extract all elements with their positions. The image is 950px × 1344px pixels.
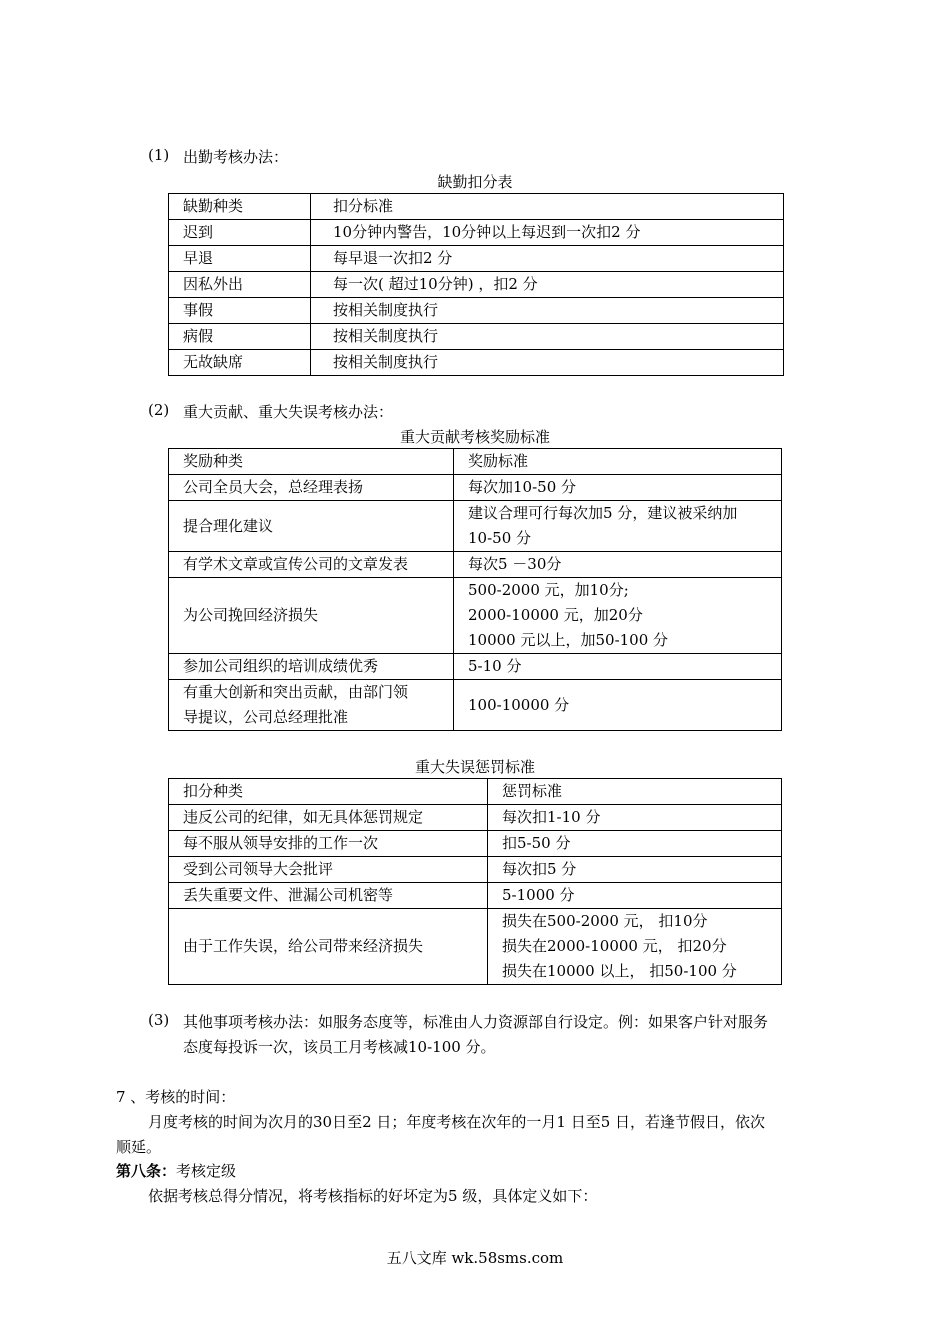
- reward-type-cell-line: 公司全员大会，总经理表扬: [183, 478, 364, 496]
- reward-standard-cell: [454, 475, 782, 501]
- reward-type-cell: [169, 680, 454, 731]
- reward-type-cell-line: 提合理化建议: [183, 516, 274, 535]
- table-row: [169, 475, 782, 501]
- penalty-standard-cell-line: 每次扣5 分: [502, 860, 577, 878]
- table-row: [169, 578, 782, 654]
- reward-standard-cell: [454, 501, 782, 552]
- table-row: [169, 220, 784, 246]
- article8-heading: [116, 1160, 236, 1181]
- penalty-standard-cell-line: 每次扣1-10 分: [502, 808, 601, 826]
- table-header-row: [169, 779, 782, 805]
- deduction-cell: 每一次( 超过10分钟) ，扣2 分: [311, 272, 784, 298]
- table-row: [169, 298, 784, 324]
- reward-standard-cell-line: 2000-10000 元，加20分: [468, 606, 643, 624]
- penalty-type-cell: [169, 805, 488, 831]
- penalty-type-cell: [169, 909, 488, 985]
- item7-heading: 7 、考核的时间：: [116, 1088, 236, 1106]
- header-cell: 扣分种类: [169, 779, 488, 805]
- absence-type-cell: 事假: [169, 298, 311, 324]
- header-cell: 奖励种类: [169, 449, 454, 475]
- table-row: [169, 883, 782, 909]
- absence-type-cell: 无故缺席: [169, 350, 311, 376]
- reward-type-cell: [169, 475, 454, 501]
- reward-type-cell-line: 导提议，公司总经理批准: [183, 708, 349, 726]
- table-header-row: [169, 194, 784, 220]
- penalty-standard-cell: [488, 909, 782, 985]
- reward-standard-cell-line: 500-2000 元，加10分;: [468, 581, 629, 599]
- table-row: [169, 680, 782, 731]
- reward-type-cell: [169, 578, 454, 654]
- penalty-type-cell-line: 受到公司领导大会批评: [183, 860, 334, 878]
- table-row: [169, 246, 784, 272]
- article8-title: 考核定级: [176, 1162, 237, 1180]
- reward-type-cell: [169, 501, 454, 552]
- table-row: [169, 324, 784, 350]
- penalty-type-cell: [169, 831, 488, 857]
- reward-type-cell: [169, 552, 454, 578]
- table-row: [169, 831, 782, 857]
- penalty-type-cell-line: 每不服从领导安排的工作一次: [183, 834, 379, 852]
- deduction-cell: 按相关制度执行: [311, 350, 784, 376]
- absence-type-cell: 迟到: [169, 220, 311, 246]
- penalty-standard-cell: [488, 883, 782, 909]
- article8-label: 第八条: [116, 1162, 162, 1180]
- penalty-standard-cell: [488, 831, 782, 857]
- deduction-cell: 10分钟内警告，10分钟以上每迟到一次扣2 分: [311, 220, 784, 246]
- section3-number: (3): [148, 1011, 170, 1029]
- reward-table: [168, 448, 782, 731]
- section2-number: (2): [148, 401, 170, 419]
- deduction-cell: 每早退一次扣2 分: [311, 246, 784, 272]
- header-cell: 奖励标准: [454, 449, 782, 475]
- header-cell: 惩罚标准: [488, 779, 782, 805]
- penalty-type-cell: [169, 883, 488, 909]
- penalty-type-cell-line: 由于工作失误，给公司带来经济损失: [183, 937, 424, 955]
- penalty-standard-cell-line: 扣5-50 分: [502, 834, 571, 852]
- article8-body: 依据考核总得分情况，将考核指标的好坏定为5 级，具体定义如下：: [148, 1187, 598, 1205]
- absence-type-cell: 病假: [169, 324, 311, 350]
- section3-line2: 态度每投诉一次，该员工月考核减10-100 分。: [183, 1038, 496, 1056]
- reward-standard-cell: [454, 552, 782, 578]
- reward-standard-cell-line: 10-50 分: [468, 529, 532, 547]
- penalty-standard-cell-line: 损失在10000 以上， 扣50-100 分: [502, 962, 737, 980]
- deduction-cell: 按相关制度执行: [311, 298, 784, 324]
- penalty-standard-cell: [488, 805, 782, 831]
- penalty-table: [168, 778, 782, 985]
- penalty-standard-cell-line: 损失在500-2000 元， 扣10分: [502, 912, 708, 930]
- reward-type-cell-line: 为公司挽回经济损失: [183, 606, 319, 624]
- penalty-type-cell-line: 违反公司的纪律，如无具体惩罚规定: [183, 808, 424, 826]
- reward-standard-cell: [454, 654, 782, 680]
- reward-type-cell-line: 有重大创新和突出贡献，由部门领: [183, 683, 409, 701]
- item7-line2: 顺延。: [116, 1138, 162, 1156]
- penalty-standard-cell: [488, 857, 782, 883]
- article8-colon: ：: [161, 1162, 177, 1180]
- penalty-standard-cell-line: 损失在2000-10000 元， 扣20分: [502, 937, 727, 955]
- table-row: [169, 805, 782, 831]
- table-row: [169, 272, 784, 298]
- reward-type-cell: [169, 654, 454, 680]
- reward-standard-cell-line: 10000 元以上，加50-100 分: [468, 631, 669, 649]
- absence-table-title: 缺勤扣分表: [437, 173, 513, 191]
- penalty-type-cell: [169, 857, 488, 883]
- absence-type-cell: 早退: [169, 246, 311, 272]
- section1-number: (1): [148, 146, 170, 164]
- header-cell: 扣分标准: [311, 194, 784, 220]
- reward-standard-cell-line: 建议合理可行每次加5 分，建议被采纳加: [468, 504, 738, 522]
- reward-standard-cell-line: 100-10000 分: [468, 695, 570, 714]
- reward-standard-cell-line: 每次5 －30分: [468, 555, 562, 573]
- table-header-row: [169, 449, 782, 475]
- reward-type-cell-line: 有学术文章或宣传公司的文章发表: [183, 555, 409, 573]
- reward-standard-cell-line: 5-10 分: [468, 657, 522, 675]
- table-row: [169, 501, 782, 552]
- table-row: [169, 654, 782, 680]
- absence-type-cell: 因私外出: [169, 272, 311, 298]
- table-row: [169, 909, 782, 985]
- item7-line1: 月度考核的时间为次月的30日至2 日；年度考核在次年的一月1 日至5 日，若逢节假日，依次: [148, 1113, 766, 1131]
- deduction-cell: 按相关制度执行: [311, 324, 784, 350]
- absence-table: [168, 193, 784, 376]
- reward-standard-cell-line: 每次加10-50 分: [468, 478, 577, 496]
- section1-heading: 出勤考核办法：: [183, 148, 289, 166]
- table-row: [169, 552, 782, 578]
- table-row: [169, 857, 782, 883]
- penalty-standard-cell-line: 5-1000 分: [502, 886, 575, 904]
- header-cell: 缺勤种类: [169, 194, 311, 220]
- section2-heading: 重大贡献、重大失误考核办法：: [183, 403, 394, 421]
- reward-type-cell-line: 参加公司组织的培训成绩优秀: [183, 657, 379, 675]
- section3-line1: 其他事项考核办法：如服务态度等，标准由人力资源部自行设定。例：如果客户针对服务: [183, 1013, 769, 1031]
- table-row: [169, 350, 784, 376]
- penalty-type-cell-line: 丢失重要文件、泄漏公司机密等: [183, 886, 394, 904]
- reward-standard-cell: [454, 578, 782, 654]
- reward-table-title: 重大贡献考核奖励标准: [399, 428, 550, 446]
- reward-standard-cell: [454, 680, 782, 731]
- penalty-table-title: 重大失误惩罚标准: [414, 758, 535, 776]
- footer-watermark: 五八文库 wk.58sms.com: [386, 1249, 564, 1267]
